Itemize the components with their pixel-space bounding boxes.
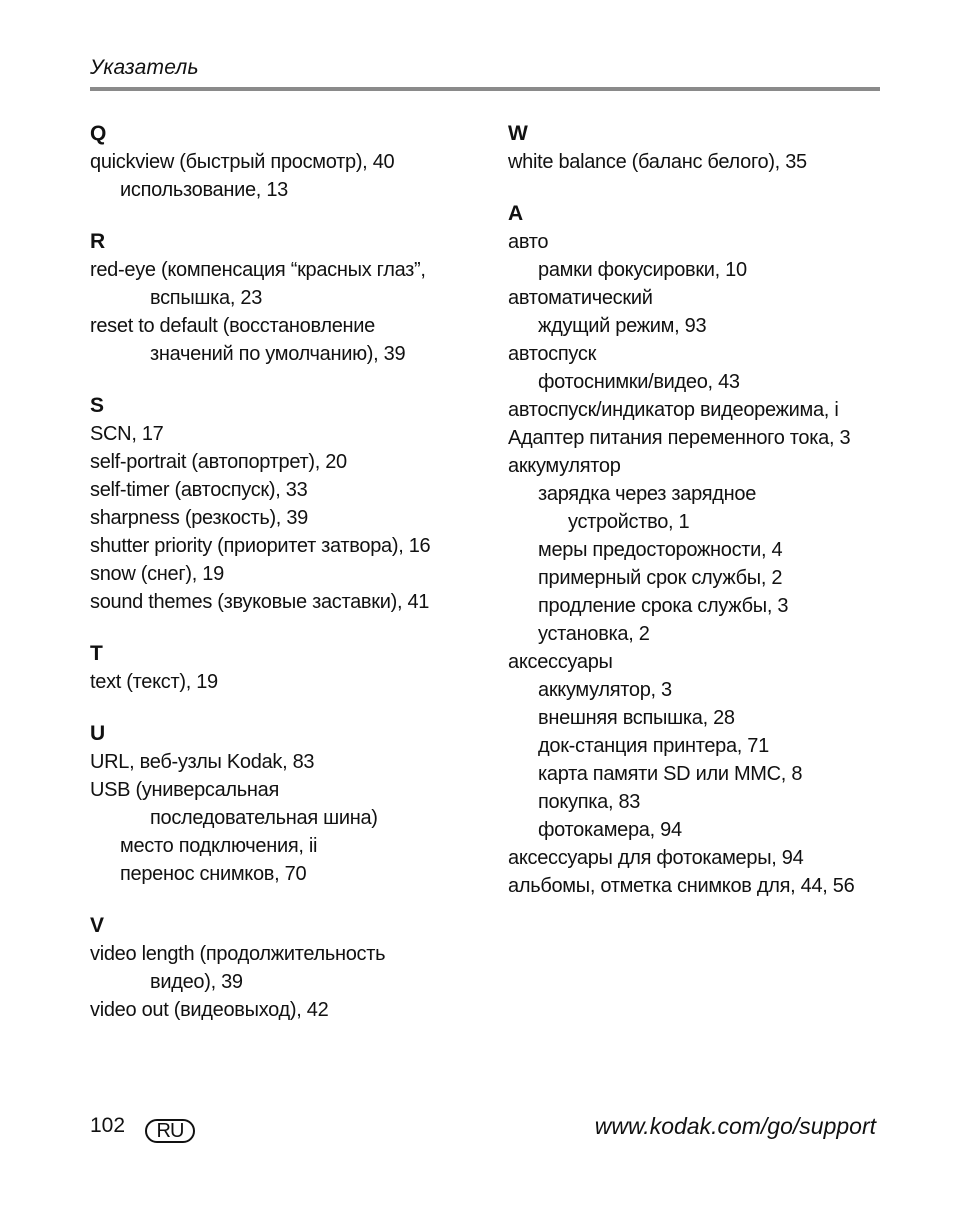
index-entry: карта памяти SD или MMC, 8 <box>538 763 803 785</box>
index-entry: меры предосторожности, 4 <box>538 539 783 561</box>
index-entry: reset to default (восстановление <box>90 315 375 337</box>
index-entry: quickview (быстрый просмотр), 40 <box>90 151 395 173</box>
index-entry: зарядка через зарядное <box>538 483 757 505</box>
index-entry: аккумулятор <box>508 455 621 477</box>
index-section-v <box>90 912 490 1024</box>
index-entry: фотокамера, 94 <box>538 819 682 841</box>
index-column-left <box>90 120 490 1048</box>
index-entry: устройство, 1 <box>568 511 690 533</box>
index-entry: snow (снег), 19 <box>90 563 224 585</box>
index-entry: URL, веб-узлы Kodak, 83 <box>90 751 315 773</box>
index-entry: внешняя вспышка, 28 <box>538 707 735 729</box>
index-entry: альбомы, отметка снимков для, 44, 56 <box>508 875 855 897</box>
index-section-w <box>508 120 898 176</box>
index-entry: SCN, 17 <box>90 423 164 445</box>
index-section-s <box>90 392 490 616</box>
section-letter: Q <box>90 122 107 145</box>
index-section-a <box>508 200 898 900</box>
section-letter: U <box>90 722 106 745</box>
section-letter: T <box>90 642 103 665</box>
index-section-t <box>90 640 490 696</box>
index-entry: место подключения, ii <box>120 835 318 857</box>
index-entry: Адаптер питания переменного тока, 3 <box>508 427 851 449</box>
index-section-q <box>90 120 490 204</box>
index-entry: self-timer (автоспуск), 33 <box>90 479 308 501</box>
page-header-title: Указатель <box>90 56 199 79</box>
section-letter: S <box>90 394 105 417</box>
index-entry: video length (продолжительность <box>90 943 386 965</box>
index-entry: аксессуары <box>508 651 613 673</box>
index-entry: вспышка, 23 <box>150 287 263 309</box>
index-entry: использование, 13 <box>120 179 288 201</box>
section-letter: A <box>508 202 524 225</box>
index-entry: док-станция принтера, 71 <box>538 735 769 757</box>
index-entry: video out (видеовыход), 42 <box>90 999 329 1021</box>
index-entry: text (текст), 19 <box>90 671 218 693</box>
index-entry: автоматический <box>508 287 653 309</box>
index-section-u <box>90 720 490 888</box>
index-entry: shutter priority (приоритет затвора), 16 <box>90 535 431 557</box>
section-letter: R <box>90 230 106 253</box>
index-entry: примерный срок службы, 2 <box>538 567 783 589</box>
index-entry: видео), 39 <box>150 971 243 993</box>
section-letter: V <box>90 914 105 937</box>
index-entry: продление срока службы, 3 <box>538 595 789 617</box>
index-entry: white balance (баланс белого), 35 <box>508 151 807 173</box>
index-entry: sharpness (резкость), 39 <box>90 507 308 529</box>
index-entry: авто <box>508 231 549 253</box>
index-column-right <box>508 120 898 924</box>
support-url: www.kodak.com/go/support <box>594 1113 876 1139</box>
index-entry: покупка, 83 <box>538 791 641 813</box>
index-entry: USB (универсальная <box>90 779 280 801</box>
index-entry: перенос снимков, 70 <box>120 863 307 885</box>
index-entry: последовательная шина) <box>150 807 378 829</box>
index-entry: автоспуск/индикатор видеорежима, i <box>508 399 839 421</box>
page-number: 102 <box>90 1114 126 1137</box>
index-entry: аксессуары для фотокамеры, 94 <box>508 847 804 869</box>
index-entry: фотоснимки/видео, 43 <box>538 371 740 393</box>
index-entry: sound themes (звуковые заставки), 41 <box>90 591 430 613</box>
index-entry: автоспуск <box>508 343 597 365</box>
index-entry: установка, 2 <box>538 623 650 645</box>
index-entry: self-portrait (автопортрет), 20 <box>90 451 347 473</box>
index-entry: ждущий режим, 93 <box>538 315 707 337</box>
index-entry: аккумулятор, 3 <box>538 679 672 701</box>
index-entry: рамки фокусировки, 10 <box>538 259 747 281</box>
header-divider <box>90 87 880 91</box>
index-section-r <box>90 228 490 368</box>
index-entry: значений по умолчанию), 39 <box>150 343 406 365</box>
language-badge: RU <box>145 1119 195 1143</box>
index-entry: red-eye (компенсация “красных глаз”, <box>90 259 426 281</box>
section-letter: W <box>508 122 528 145</box>
